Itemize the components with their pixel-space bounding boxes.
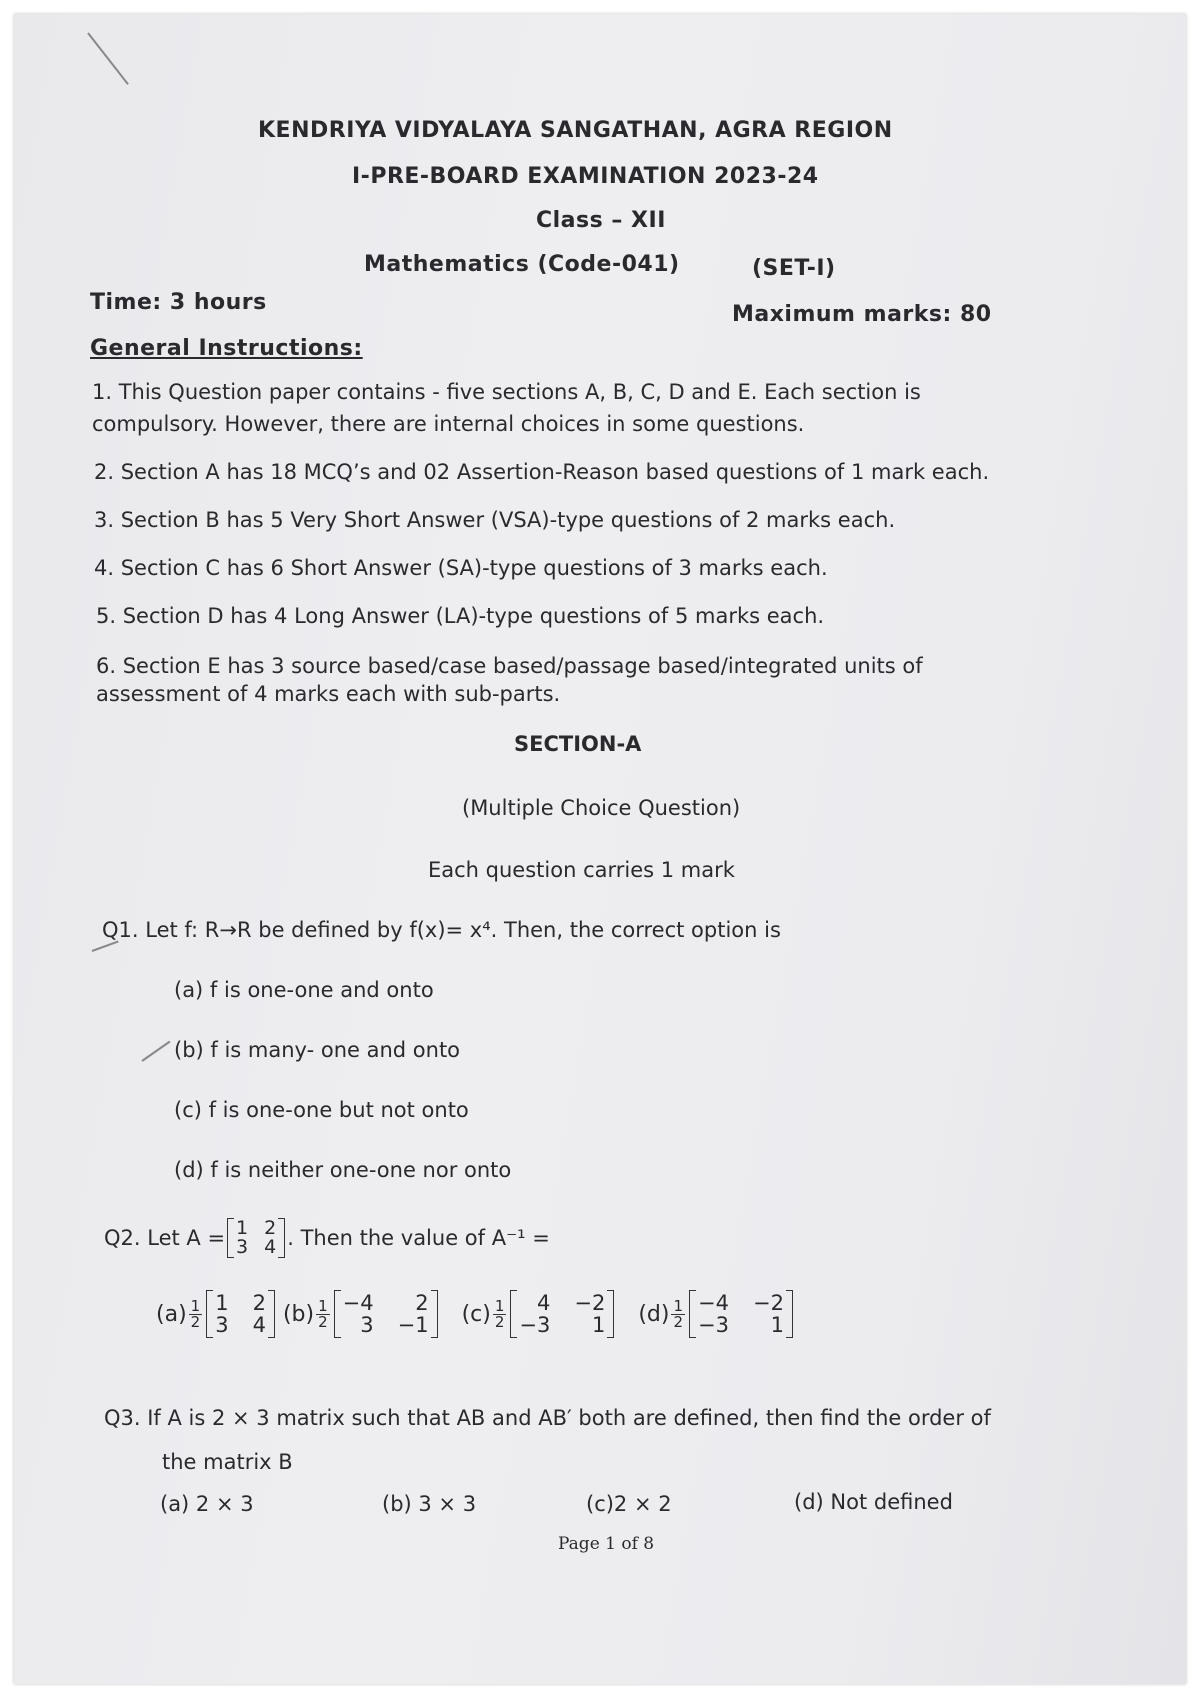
q2-option-b — [283, 1290, 440, 1338]
q2-options — [156, 1290, 807, 1338]
subject-label: Mathematics (Code-041) — [364, 252, 680, 277]
option-label: (b) — [282, 1301, 315, 1327]
option-matrix: 4 −2 −3 1 — [510, 1290, 614, 1338]
page-number: Page 1 of 8 — [558, 1534, 655, 1554]
class-label: Class – XII — [536, 208, 666, 233]
q3-text: Q3. If A is 2 × 3 matrix such that AB and AB′ both are defined, then find the order of — [104, 1406, 991, 1430]
q3-option-a: (a) 2 × 3 — [160, 1492, 254, 1516]
instruction-1-cont: compulsory. However, there are internal choices in some questions. — [92, 412, 805, 436]
instruction-6: 6. Section E has 3 source based/case based/passage based/integrated units of — [96, 654, 923, 678]
instruction-5: 5. Section D has 4 Long Answer (LA)-type questions of 5 marks each. — [96, 604, 825, 628]
option-label: (a) — [156, 1301, 187, 1327]
q1-option-d: (d) f is neither one-one nor onto — [174, 1158, 512, 1182]
section-note: Each question carries 1 mark — [428, 858, 735, 882]
time-label: Time: 3 hours — [90, 290, 267, 315]
option-label: (c) — [461, 1301, 491, 1327]
q1-option-b: (b) f is many- one and onto — [174, 1038, 461, 1062]
q3-text-cont: the matrix B — [162, 1450, 293, 1474]
section-subtitle: (Multiple Choice Question) — [462, 796, 741, 820]
option-matrix: −4 2 3 −1 — [334, 1290, 438, 1338]
exam-title: I-PRE-BOARD EXAMINATION 2023-24 — [352, 164, 819, 189]
option-matrix: 1 2 3 4 — [206, 1290, 275, 1338]
q2-suffix: . Then the value of A⁻¹ = — [287, 1226, 550, 1250]
q2-option-c — [462, 1290, 617, 1338]
set-label: (SET-I) — [752, 256, 836, 281]
q2-question — [104, 1218, 550, 1258]
max-marks-label: Maximum marks: 80 — [732, 302, 992, 327]
instruction-6-cont: assessment of 4 marks each with sub-parts. — [96, 682, 561, 706]
instruction-3: 3. Section B has 5 Very Short Answer (VSA)-type questions of 2 marks each. — [94, 508, 896, 532]
q1-option-c: (c) f is one-one but not onto — [174, 1098, 469, 1122]
option-label: (d) — [638, 1301, 670, 1327]
q2-prefix: Q2. Let A = — [104, 1226, 226, 1250]
q3-option-d: (d) Not defined — [794, 1490, 953, 1514]
q2-option-d — [638, 1290, 795, 1338]
option-matrix: −4 −2 −3 1 — [689, 1290, 793, 1338]
matrix-cell: 4 — [264, 1236, 277, 1258]
matrix-cell: 2 — [264, 1217, 277, 1239]
instruction-4: 4. Section C has 6 Short Answer (SA)-type questions of 3 marks each. — [94, 556, 828, 580]
half-fraction: $\frac{1}{2}$ — [190, 1296, 201, 1331]
q3-option-b: (b) 3 × 3 — [382, 1492, 477, 1516]
q3-option-c: (c)2 × 2 — [586, 1492, 672, 1516]
matrix-cell: 3 — [236, 1236, 249, 1258]
section-title: SECTION-A — [514, 732, 642, 756]
q2-option-a — [156, 1290, 277, 1338]
half-fraction: $\frac{1}{2}$ — [318, 1296, 328, 1331]
instruction-1: 1. This Question paper contains - five sections A, B, C, D and E. Each section is — [92, 380, 921, 404]
half-fraction: $\frac{1}{2}$ — [494, 1296, 505, 1331]
q1-option-a: (a) f is one-one and onto — [174, 978, 434, 1002]
instructions-title: General Instructions: — [90, 336, 363, 361]
org-title: KENDRIYA VIDYALAYA SANGATHAN, AGRA REGION — [258, 118, 893, 143]
instruction-2: 2. Section A has 18 MCQ’s and 02 Assertion-Reason based questions of 1 mark each. — [94, 460, 990, 484]
q1-text: Q1. Let f: R→R be defined by f(x)= x⁴. Then, the correct option is — [102, 918, 781, 942]
half-fraction: $\frac{1}{2}$ — [673, 1296, 684, 1331]
matrix-a — [227, 1218, 285, 1258]
matrix-cell: 1 — [236, 1217, 249, 1239]
